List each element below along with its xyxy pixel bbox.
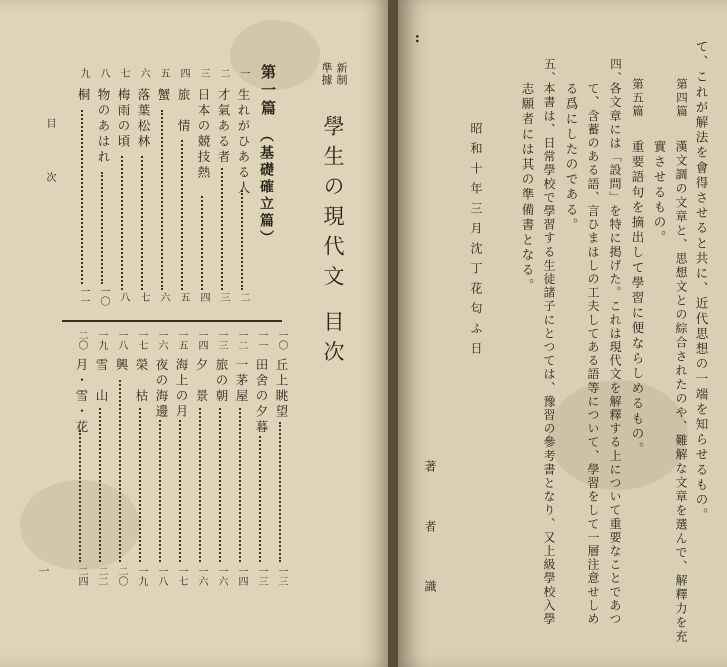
preface-line: 漢文調の文章と、思想文との綜合されたのや、難解な文章を選んで、解釋力を充 (674, 140, 688, 644)
entry-title: 夜の海邊 (154, 358, 169, 420)
preface-line: 重要語句を摘出して學習に便ならしめるもの。 (630, 140, 645, 458)
entry-number: 八 (98, 68, 109, 78)
entry-title: 桐 (76, 88, 91, 104)
leader-dots (179, 420, 181, 562)
preface-line: て、含蓄のある語、言ひまはしの工夫してある語等について、學習をして一層注意せしめ (586, 82, 600, 626)
entry-page: 一六 (196, 566, 207, 586)
preface-date: 昭和十年三月沈丁花匂ふ日 (469, 122, 483, 362)
entry-title: 月・雪・花 (74, 358, 89, 436)
entry-number: 一六 (156, 330, 167, 350)
entry-number: 六 (138, 68, 149, 78)
leader-dots (181, 140, 183, 290)
preface-heading: 五、 (543, 58, 557, 85)
preface-heading: 第五篇 (631, 78, 645, 119)
leader-dots (201, 196, 203, 290)
entry-page: 一一 (78, 286, 89, 306)
entry-number: 二 (218, 68, 229, 78)
entry-title: 日本の競技熱 (196, 88, 211, 181)
entry-title: 田舍の夕暮 (254, 358, 269, 436)
leader-dots (81, 110, 83, 284)
entry-page: 二四 (76, 566, 87, 586)
section-subtitle: （基礎確立篇） (258, 128, 274, 247)
leader-dots (139, 408, 141, 562)
leader-dots (99, 408, 101, 562)
section-label: 第一篇 (259, 64, 277, 118)
entry-page: 一三 (276, 566, 287, 586)
preface-line: 志願者には其の準備書となる。 (520, 82, 535, 294)
entry-page: 三 (218, 292, 229, 302)
entry-page: 一九 (136, 566, 147, 586)
entry-number: 三 (198, 68, 209, 78)
entry-title: 旅 情 (176, 88, 191, 135)
entry-title: 一茅屋 (234, 358, 249, 405)
leader-dots (161, 110, 163, 290)
leader-dots (241, 190, 243, 290)
entry-number: 五 (158, 68, 169, 78)
entry-number: 七 (118, 68, 129, 78)
entry-page: 一四 (236, 566, 247, 586)
leader-dots (119, 380, 121, 562)
entry-number: 一一 (256, 330, 267, 350)
entry-number: 一七 (136, 330, 147, 350)
leader-dots (219, 408, 221, 562)
entry-page: 一八 (156, 566, 167, 586)
right-page-preface (398, 0, 727, 667)
entry-title: 蟹 (156, 88, 171, 104)
page-title: 學生の現代文 目次 (321, 115, 345, 371)
entry-number: 一九 (96, 330, 107, 350)
preface-line: 本書は、日常學校で學習する生徒諸子にとつては、豫習の參考書となり、又上級學校入學 (542, 82, 556, 626)
entry-title: 才氣ある者 (216, 88, 231, 166)
entry-title: 旅の朝 (214, 358, 229, 405)
leader-dots (199, 408, 201, 562)
entry-page: 四 (198, 292, 209, 302)
leader-dots (79, 430, 81, 562)
entry-number: 一四 (196, 330, 207, 350)
entry-number: 一 (238, 68, 249, 78)
entry-title: 丘上眺望 (274, 358, 289, 420)
entry-page: 八 (118, 292, 129, 302)
entry-title: 雪 山 (94, 358, 109, 405)
entry-page: 七 (138, 292, 149, 302)
title-prefix-line-1: 新制 (335, 62, 348, 86)
leader-dots (141, 156, 143, 290)
entry-number: 四 (178, 68, 189, 78)
preface-heading: 第四篇 (675, 78, 689, 119)
entry-title: 海上の月 (174, 358, 189, 420)
entry-page: 五 (178, 292, 189, 302)
author-signature-3: 識 (423, 580, 437, 592)
entry-number: 一三 (216, 330, 227, 350)
entry-number: 二〇 (76, 330, 87, 350)
entry-page: 六 (158, 292, 169, 302)
entry-title: 物のあはれ (96, 88, 111, 166)
entry-page: 二二 (96, 566, 107, 586)
entry-page: 二 (238, 292, 249, 302)
entry-number: 一五 (176, 330, 187, 350)
leader-dots (159, 420, 161, 562)
entry-title: 榮 枯 (134, 358, 149, 405)
leader-dots (239, 408, 241, 562)
preface-line: る爲にしたのである。 (564, 82, 579, 233)
leader-dots (221, 168, 223, 290)
folio: 一 (37, 565, 50, 576)
preface-line: て、これが解法を會得させると共に、近代思想の一端を知らせるもの。 (694, 40, 709, 524)
entry-number: 一八 (116, 330, 127, 350)
author-signature-2: 者 (423, 520, 437, 532)
title-prefix-line-2: 準據 (320, 62, 333, 86)
entry-title: 夕 景 (194, 358, 209, 405)
entry-page: 一〇 (98, 286, 109, 306)
leader-dots (121, 156, 123, 290)
entry-number: 九 (78, 68, 89, 78)
entry-page: 二〇 (116, 566, 127, 586)
leader-dots (259, 436, 261, 562)
entry-title: 落葉松林 (136, 88, 151, 150)
preface-line: 各文章には「設問」を特に掲げた。これは現代文を解釋する上について重要なことであつ (608, 82, 622, 626)
margin-mark: ‥ (412, 34, 428, 44)
entry-number: 一二 (236, 330, 247, 350)
running-head: 目次 (44, 118, 55, 226)
entry-page: 一三 (256, 566, 267, 586)
leader-dots (101, 172, 103, 284)
author-signature-1: 著 (423, 460, 437, 472)
entry-number: 一〇 (276, 330, 287, 350)
entry-page: 一七 (176, 566, 187, 586)
entry-title: 梅雨の頃 (116, 88, 131, 150)
section-divider (62, 320, 282, 322)
preface-line: 實させるもの。 (652, 140, 667, 246)
entry-page: 一六 (216, 566, 227, 586)
entry-title: 興 (114, 358, 129, 374)
leader-dots (279, 422, 281, 562)
preface-heading: 四、 (609, 58, 623, 85)
entry-title: 生れがひある人 (236, 88, 251, 197)
